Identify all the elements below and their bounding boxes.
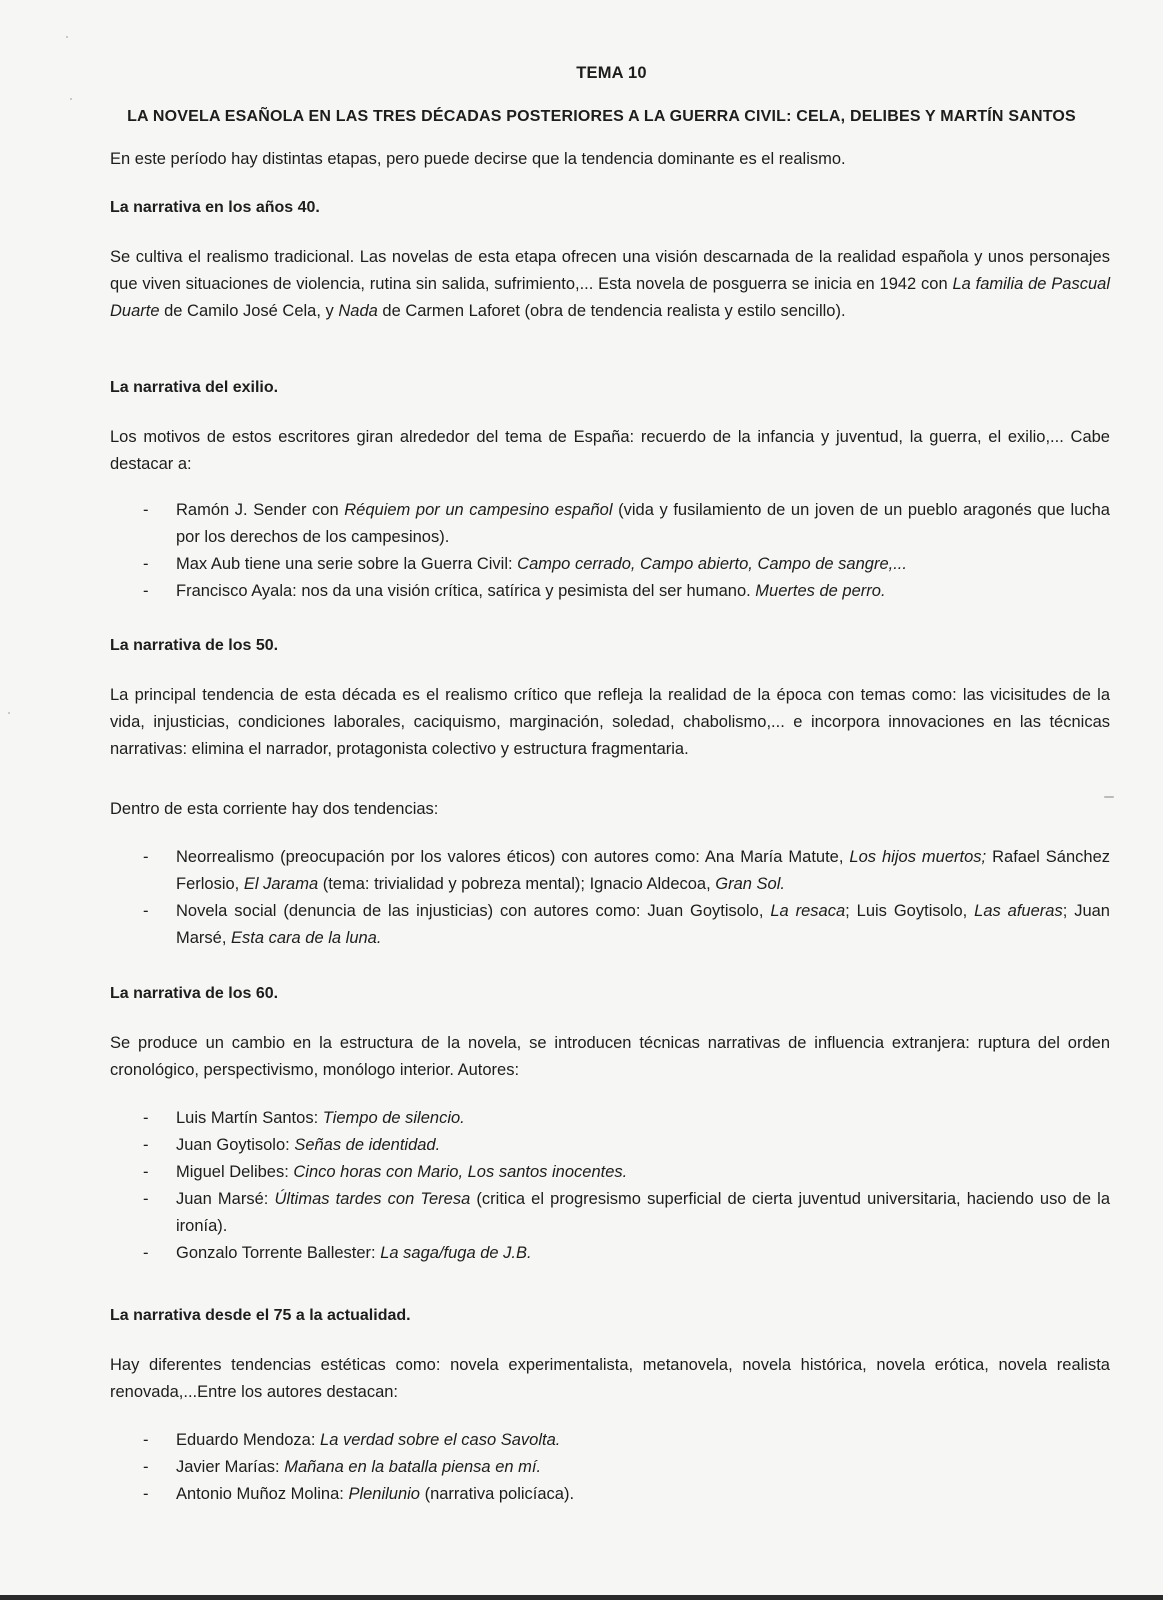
work-title: Nada — [338, 302, 378, 320]
text: ; Juan Marsé, — [176, 902, 1110, 947]
text: Rafael Sánchez Ferlosio, — [176, 848, 1110, 893]
heading-60s: La narrativa de los 60. — [110, 985, 279, 1002]
dash-bullet: - — [143, 1109, 149, 1127]
work-title: Señas de identidad. — [294, 1136, 441, 1154]
text: Javier Marías: — [176, 1458, 285, 1476]
work-title: Mañana en la batalla piensa en mí. — [284, 1458, 542, 1476]
work-title: La resaca — [770, 902, 846, 920]
work-title: Esta cara de la luna. — [231, 929, 382, 947]
topic-number: TEMA 10 — [576, 64, 647, 82]
list-item — [110, 1481, 1110, 1508]
work-title: El Jarama — [243, 875, 319, 893]
list-item — [110, 551, 1110, 578]
list-item — [110, 1427, 1110, 1454]
dash-bullet: - — [143, 1136, 149, 1154]
work-title: Réquiem por un campesino español — [344, 501, 613, 519]
text: ; Luis Goytisolo, — [845, 902, 975, 920]
work-title: La saga/fuga de J.B. — [380, 1244, 532, 1262]
list-item — [110, 1105, 1110, 1132]
dash-bullet: - — [143, 1431, 149, 1449]
dash-bullet: - — [143, 555, 149, 573]
dash-bullet: - — [143, 1485, 149, 1503]
heading-40s: La narrativa en los años 40. — [110, 199, 320, 216]
text: (tema: trivialidad y pobreza mental); Ignacio Aldecoa, — [318, 875, 716, 893]
paragraph-50s: La principal tendencia de esta década es el realismo crítico que refleja la realidad de la época con temas como: las vicisitudes de la vida, injusticias, condiciones laborales, caciquismo, marginación, soledad, chabolismo,... e incorpora innovaciones en las técnicas narrativas: elimina el narrador, protagonista colectivo y estructura fragmentaria. — [110, 686, 1110, 758]
list-50s — [110, 844, 1110, 952]
text: Neorrealismo (preocupación por los valores éticos) con autores como: Ana María Matute, — [176, 848, 850, 866]
dash-bullet: - — [143, 1190, 149, 1208]
work-title: Cinco horas con Mario, Los santos inocentes. — [293, 1163, 628, 1181]
text: Gonzalo Torrente Ballester: — [176, 1244, 381, 1262]
text: Eduardo Mendoza: — [176, 1431, 321, 1449]
work-title: Muertes de perro. — [755, 582, 886, 600]
dash-bullet: - — [143, 1244, 149, 1262]
work-title: La verdad sobre el caso Savolta. — [320, 1431, 561, 1449]
list-item — [110, 898, 1110, 952]
text: de Camilo José Cela, y — [159, 302, 339, 320]
heading-75: La narrativa desde el 75 a la actualidad. — [110, 1307, 411, 1324]
text: Novela social (denuncia de las injusticias) con autores como: Juan Goytisolo, — [176, 902, 771, 920]
work-title: Los hijos muertos; — [849, 848, 987, 866]
text: (vida y fusilamiento de un joven de un pueblo aragonés que lucha por los derechos de los campesinos). — [176, 501, 1110, 546]
dash-bullet: - — [143, 902, 149, 920]
list-item — [110, 1132, 1110, 1159]
list-60s — [110, 1105, 1110, 1267]
text: (critica el progresismo superficial de cierta juventud universitaria, haciendo uso de la ironía). — [176, 1190, 1110, 1235]
work-title: Plenilunio — [348, 1485, 420, 1503]
text: de Carmen Laforet (obra de tendencia realista y estilo sencillo). — [377, 302, 846, 320]
paragraph-50s-tendencias: Dentro de esta corriente hay dos tendencias: — [110, 800, 439, 818]
list-item — [110, 497, 1110, 551]
work-title: Campo cerrado, Campo abierto, Campo de sangre,... — [517, 555, 907, 573]
scan-speck — [8, 712, 10, 714]
text: Max Aub tiene una serie sobre la Guerra Civil: — [176, 555, 518, 573]
list-exilio — [110, 497, 1110, 605]
scan-speck — [66, 36, 68, 38]
heading-exilio: La narrativa del exilio. — [110, 379, 279, 396]
text: Juan Marsé: — [176, 1190, 275, 1208]
list-item — [110, 578, 1110, 605]
intro-paragraph: En este período hay distintas etapas, pero puede decirse que la tendencia dominante es el realismo. — [110, 150, 846, 168]
list-item — [110, 1454, 1110, 1481]
dash-bullet: - — [143, 501, 149, 519]
document-title: LA NOVELA ESAÑOLA EN LAS TRES DÉCADAS POSTERIORES A LA GUERRA CIVIL: CELA, DELIBES Y MARTÍN SANTOS — [127, 108, 1076, 125]
text: Francisco Ayala: nos da una visión crítica, satírica y pesimista del ser humano. — [176, 582, 756, 600]
work-title: Las afueras — [974, 902, 1063, 920]
paragraph-exilio: Los motivos de estos escritores giran alrededor del tema de España: recuerdo de la infancia y juventud, la guerra, el exilio,... Cabe destacar a: — [110, 428, 1110, 473]
heading-50s: La narrativa de los 50. — [110, 637, 279, 654]
work-title: Últimas tardes con Teresa — [274, 1190, 471, 1208]
text: (narrativa policíaca). — [420, 1485, 575, 1503]
list-item — [110, 1186, 1110, 1240]
dash-bullet: - — [143, 1458, 149, 1476]
text: Luis Martín Santos: — [176, 1109, 323, 1127]
work-title: Gran Sol. — [715, 875, 785, 893]
text: Juan Goytisolo: — [176, 1136, 295, 1154]
scan-speck — [70, 98, 72, 100]
dash-bullet: - — [143, 582, 149, 600]
paragraph-40s — [110, 244, 1110, 325]
text: Se cultiva el realismo tradicional. Las novelas de esta etapa ofrecen una visión descarnada de la realidad española y unos personajes que viven situaciones de violencia, rutina sin salida, sufrimiento,... Esta novela de posguerra se inicia en 1942 con — [110, 248, 1110, 293]
list-item — [110, 1159, 1110, 1186]
dash-bullet: - — [143, 848, 149, 866]
text: Ramón J. Sender con — [176, 501, 345, 519]
list-item — [110, 844, 1110, 898]
work-title: Tiempo de silencio. — [322, 1109, 465, 1127]
text: Antonio Muñoz Molina: — [176, 1485, 349, 1503]
paragraph-75: Hay diferentes tendencias estéticas como: novela experimentalista, metanovela, novela histórica, novela erótica, novela realista renovada,...Entre los autores destacan: — [110, 1356, 1110, 1401]
text: Miguel Delibes: — [176, 1163, 294, 1181]
paragraph-60s: Se produce un cambio en la estructura de la novela, se introducen técnicas narrativas de influencia extranjera: ruptura del orden cronológico, perspectivismo, monólogo interior. Autores: — [110, 1034, 1110, 1079]
dash-bullet: - — [143, 1163, 149, 1181]
list-75 — [110, 1427, 1110, 1508]
work-title: La familia de Pascual Duarte — [110, 275, 1110, 320]
list-item — [110, 1240, 1110, 1267]
scan-bottom-edge — [0, 1595, 1163, 1600]
